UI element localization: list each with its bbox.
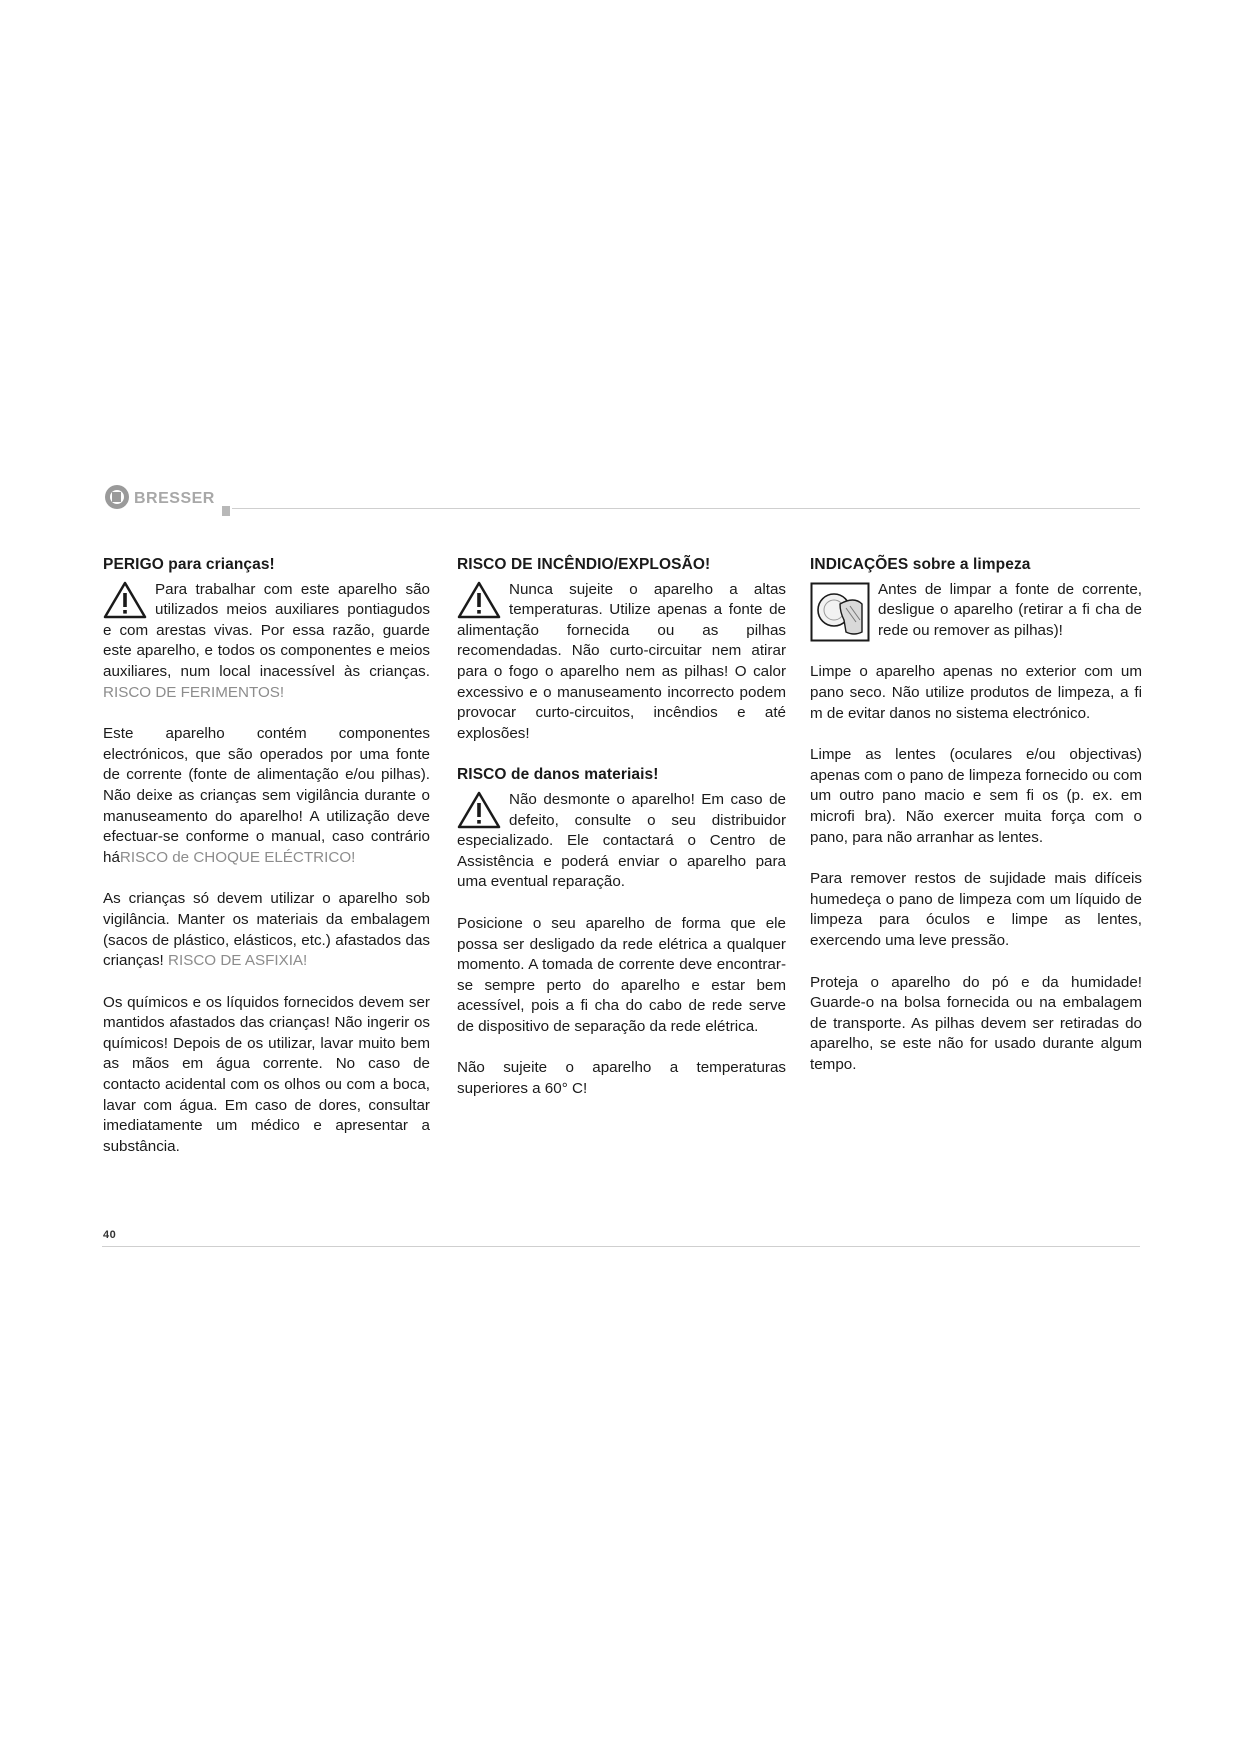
para-disconnect <box>810 580 1142 642</box>
heading-cleaning: INDICAÇÕES sobre a limpeza <box>810 556 1031 573</box>
page-number: 40 <box>103 1229 117 1241</box>
heading-child-danger: PERIGO para crianças! <box>103 556 275 573</box>
para-lenses: Limpe as lentes (oculares e/ou objectivas) apenas com o pano de limpeza fornecido ou com um outro pano macio e sem fi os (p. ex. em microfi bra). Não exercer muita força com o pano, para não arranhar as lentes. <box>810 746 1142 846</box>
para-chemicals: Os químicos e os líquidos fornecidos devem ser mantidos afastados das crianças! Não ingerir os químicos! Depois de os utilizar, lavar muito bem as mãos em água corrente. No caso de contacto acidental com os olhos ou com a boca, lavar com água. Em caso de dores, consultar imediatamente um médico e apresentar a substância. <box>103 993 430 1155</box>
warning-triangle-icon <box>457 791 501 829</box>
para-stubborn-dirt: Para remover restos de sujidade mais difíceis humedeça o pano de limpeza com um líquido de limpeza para óculos e limpe as lentes, exercendo uma leve pressão. <box>810 870 1142 949</box>
para-sharp-tools <box>103 580 430 704</box>
warning-suffocation: RISCO DE ASFIXIA! <box>168 952 308 970</box>
para-positioning: Posicione o seu aparelho de forma que ele possa ser desligado da rede elétrica a qualquer momento. A tomada de corrente deve encontrar-se sempre perto do aparelho e estar bem acessível, pois a fi cha do cabo de rede serve de dispositivo de separação da rede elétrica. <box>457 914 786 1035</box>
text-heat: Nunca sujeite o aparelho a altas temperaturas. Utilize apenas a fonte de alimentação fornecida ou as pilhas recomendadas. Não curto-circuitar nem atirar para o fogo o aparelho nem as pilhas! O calor excessivo e o manuseamento incorrecto podem provocar curto-circuitos, incêndios e até explosões! <box>457 580 786 742</box>
bresser-logo-icon <box>104 480 238 520</box>
para-storage: Proteja o aparelho do pó e da humidade! Guarde-o na bolsa fornecida ou na embalagem de transporte. As pilhas devem ser retiradas do aparelho, se este não for usado durante algum tempo. <box>810 973 1142 1073</box>
column-child-safety <box>103 555 430 1178</box>
para-temperature: Não sujeite o aparelho a temperaturas superiores a 60° C! <box>457 1059 786 1098</box>
brand-wordmark: BRESSER <box>134 490 215 507</box>
warning-electric-shock: RISCO de CHOQUE ELÉCTRICO! <box>119 848 356 866</box>
cleaning-cloth-icon <box>810 582 870 642</box>
para-packaging <box>103 889 430 971</box>
header-rule <box>232 508 1140 509</box>
column-cleaning <box>810 555 1142 1096</box>
para-dry-cloth: Limpe o aparelho apenas no exterior com um pano seco. Não utilize produtos de limpeza, a fi m de evitar danos no sistema electrónico. <box>810 663 1142 722</box>
heading-fire-explosion: RISCO DE INCÊNDIO/EXPLOSÃO! <box>457 556 711 573</box>
warning-triangle-icon <box>103 581 147 619</box>
bresser-logo <box>104 480 238 520</box>
footer-rule <box>102 1246 1140 1247</box>
warning-triangle-icon <box>457 581 501 619</box>
warning-injury: RISCO DE FERIMENTOS! <box>103 683 285 701</box>
para-heat <box>457 580 786 745</box>
text-sharp-tools: Para trabalhar com este aparelho são utilizados meios auxiliares pontiagudos e com arestas vivas. Por essa razão, guarde este aparelho, e todos os componentes e meios auxiliares, num local inacessível às crianças. <box>103 580 430 680</box>
text-electric: Este aparelho contém componentes electrónicos, que são operados por uma fonte de corrente (fonte de alimentação e/ou pilhas). Não deixe as crianças sem vigilância durante o manuseamento do aparelho! A utilização deve efectuar-se conforme o manual, caso contrário há <box>103 725 430 866</box>
para-electric <box>103 724 430 868</box>
text-packaging: As crianças só devem utilizar o aparelho sob vigilância. Manter os materiais da embalagem (sacos de plástico, elásticos, etc.) afastados das crianças! <box>103 890 430 970</box>
text-disconnect: Antes de limpar a fonte de corrente, desligue o aparelho (retirar a fi cha de rede ou remover as pilhas)! <box>878 580 1142 639</box>
heading-material-damage: RISCO de danos materiais! <box>457 766 659 784</box>
text-disassembly: Não desmonte o aparelho! Em caso de defeito, consulte o seu distribuidor especializado. Ele contactará o Centro de Assistência e poderá enviar o aparelho para uma eventual reparação. <box>457 790 786 891</box>
column-fire-damage <box>457 555 786 1121</box>
para-disassembly <box>457 790 786 893</box>
